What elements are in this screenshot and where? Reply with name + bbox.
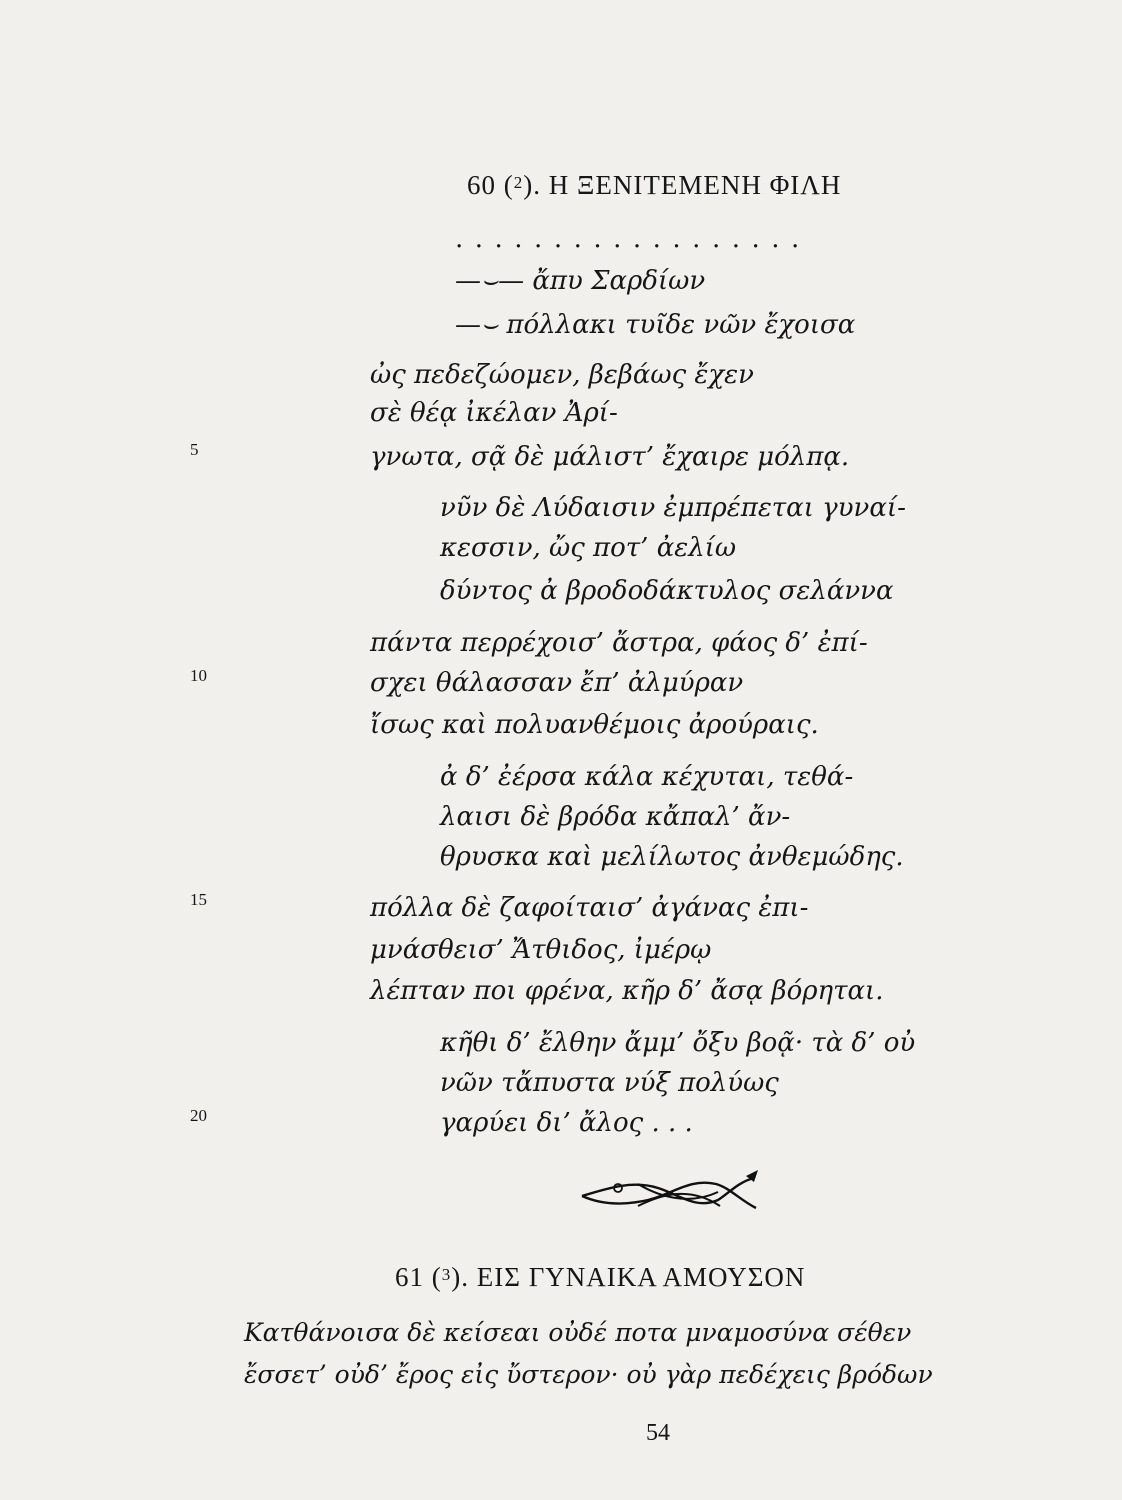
poem-60-title [467,170,1122,201]
verse-line: ἀ δ’ ἐέρσα κάλα κέχυται, τεθά- [440,762,854,792]
verse-line: λαισι δὲ βρόδα κἄπαλ’ ἄν- [440,802,791,832]
verse-line: νῦν δὲ Λύδαισιν ἐμπρέπεται γυναί- [440,493,906,523]
verse-line: ὠς πεδεζώομεν, βεβάως ἔχεν [370,360,754,390]
poem-60-source-ref: 2 [513,173,524,192]
poem-61-number: 61 ( [395,1262,442,1292]
verse-line: —⌣ πόλλακι τυῖδε νῶν ἔχοισα [455,310,856,340]
line-number: 15 [190,890,207,909]
line-number: 5 [190,440,199,459]
verse-line: γνωτα, σᾷ δὲ μάλιστ’ ἔχαιρε μόλπᾳ. [370,442,850,472]
verse-line: κῆθι δ’ ἔλθην ἄμμ’ ὄξυ βοᾷ· τὰ δ’ οὐ [440,1028,916,1058]
verse-line: πόλλα δὲ ζαφοίταισ’ ἀγάνας ἐπι- [370,893,809,923]
poem-60-title-text: ). Η ΞΕΝΙΤΕΜΕΝΗ ΦΙΛΗ [523,170,842,200]
poem-60-number: 60 ( [467,170,514,200]
verse-line: σὲ θέᾳ ἰκέλαν Ἀρί- [370,398,618,428]
verse-line: νῶν τἄπυστα νύξ πολύως [440,1068,779,1098]
poem-61-title-text: ). ΕΙΣ ΓΥΝΑΙΚΑ ΑΜΟΥΣΟΝ [451,1262,806,1292]
line-number: 20 [190,1106,207,1125]
poem-61-title [395,1262,1122,1293]
verse-line: —⌣— ἄπυ Σαρδίων [455,266,706,296]
verse-line: γαρύει δι’ ἄλος . . . [440,1108,693,1138]
verse-line: δύντος ἀ βροδοδάκτυλος σελάννα [440,576,894,606]
verse-line: σχει θάλασσαν ἔπ’ ἀλμύραν [370,668,744,698]
verse-line: ἴσως καὶ πολυανθέμοις ἀρούραις. [370,710,819,740]
verse-line: λέπταν ποι φρένα, κῆρ δ’ ἄσᾳ βόρηται. [370,976,884,1006]
dolphin-ornament-icon [578,1166,760,1222]
lacuna-dots: .................. [455,224,811,254]
page-number: 54 [646,1420,670,1446]
verse-line: ἔσσετ’ οὐδ’ ἔρος εἰς ὔστερον· οὐ γὰρ πεδέχεις βρόδων [244,1360,933,1389]
poem-61-source-ref: 3 [441,1265,452,1284]
line-number: 10 [190,666,207,685]
verse-line: κεσσιν, ὤς ποτ’ ἀελίω [440,533,737,563]
verse-line: μνάσθεισ’ Ἄτθιδος, ἰμέρῳ [370,935,712,965]
verse-line: πάντα περρέχοισ’ ἄστρα, φάος δ’ ἐπί- [370,628,868,658]
verse-line: Κατθάνοισα δὲ κείσεαι οὐδέ ποτα μναμοσύνα σέθεν [244,1318,912,1347]
verse-line: θρυσκα καὶ μελίλωτος ἀνθεμώδης. [440,842,904,872]
